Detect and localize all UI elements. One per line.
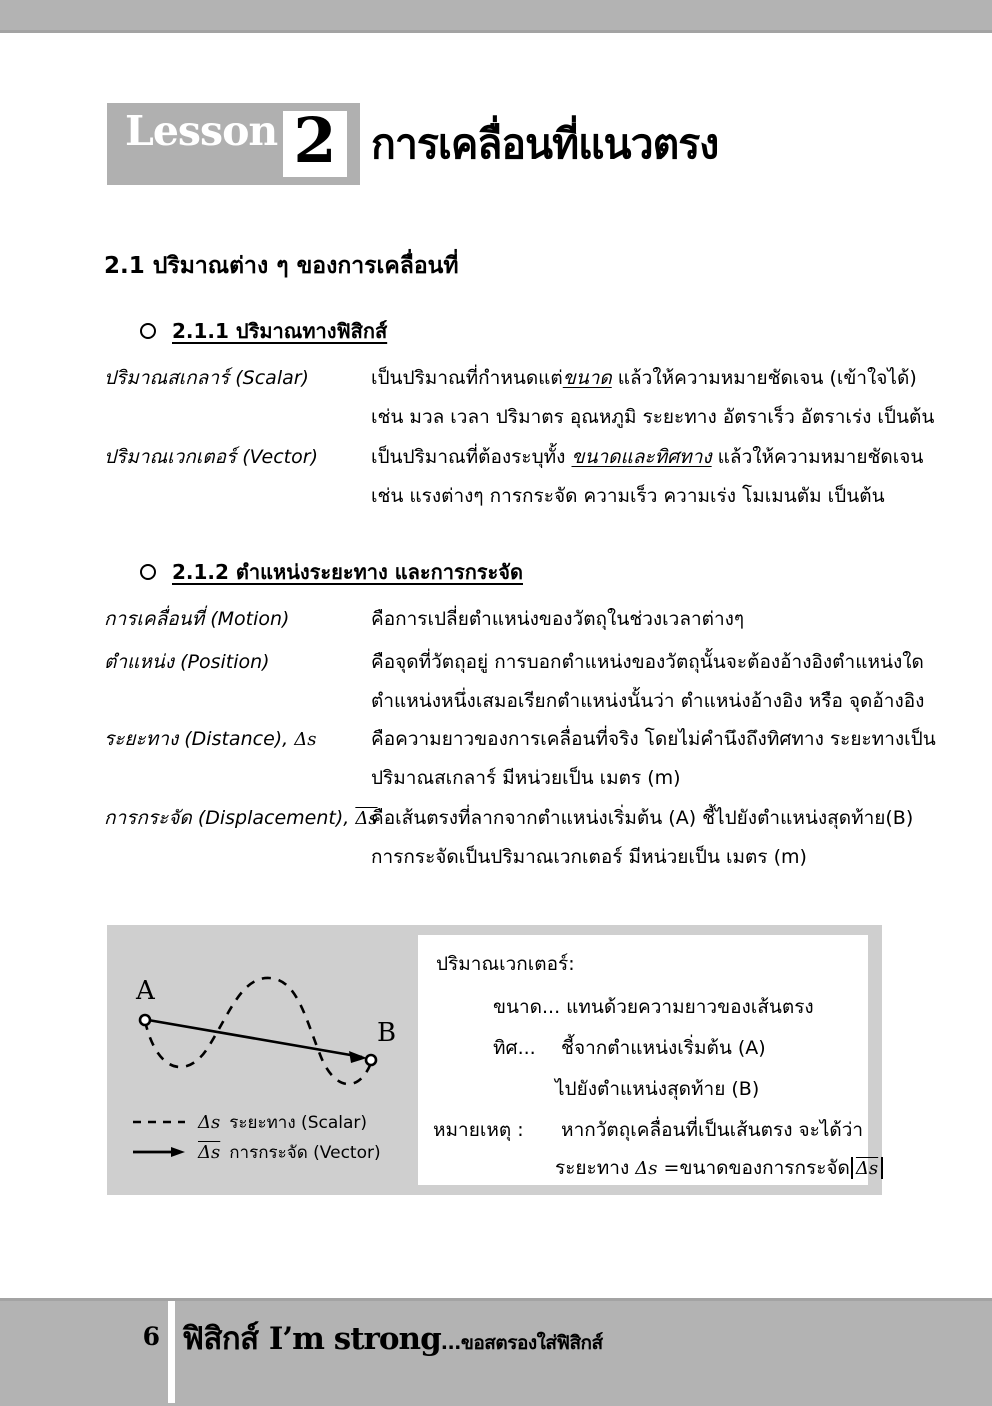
note-row-magnitude-label: ขนาด... bbox=[493, 996, 561, 1018]
figure-diagram bbox=[107, 925, 407, 1195]
term-distance bbox=[104, 724, 317, 754]
term-position-th: ตำแหน่ง bbox=[104, 651, 175, 673]
desc-vector-line1 bbox=[371, 442, 923, 472]
note-formula bbox=[555, 1153, 883, 1183]
desc-scalar-line1 bbox=[371, 363, 917, 393]
term-distance-th: ระยะทาง bbox=[104, 728, 179, 750]
note-panel-title: ปริมาณเวกเตอร์: bbox=[436, 953, 575, 975]
footer-brand-thai: ฟิสิกส์ bbox=[182, 1321, 269, 1357]
note-row-direction-text: ชี้จากตำแหน่งเริ่มต้น (A) bbox=[561, 1037, 766, 1059]
term-position-en: (Position) bbox=[180, 651, 270, 673]
desc-scalar-line1-pre: เป็นปริมาณที่กำหนดแต่ bbox=[371, 367, 563, 389]
motion-path-diagram bbox=[115, 953, 405, 1113]
term-vector bbox=[104, 442, 318, 472]
note-formula-pre: ระยะทาง bbox=[555, 1157, 636, 1179]
legend-item-displacement bbox=[129, 1137, 409, 1167]
desc-distance-line1: คือความยาวของการเคลื่อนที่จริง โดยไม่คำนึงถึงทิศทาง ระยะทางเป็น bbox=[371, 728, 936, 750]
note-row-remark-text: หากวัตถุเคลื่อนที่เป็นเส้นตรง จะได้ว่า bbox=[561, 1119, 864, 1141]
note-row-magnitude-text: แทนด้วยความยาวของเส้นตรง bbox=[566, 996, 814, 1018]
point-b-label: B bbox=[377, 1018, 397, 1048]
term-displacement-symbol: $\overline{\Delta s}$ bbox=[355, 808, 378, 829]
term-displacement-en: (Displacement), bbox=[197, 807, 356, 829]
note-row-remark-label: หมายเหตุ : bbox=[433, 1119, 524, 1141]
note-formula-symbol-vector: $\overline{\Delta s}$ bbox=[855, 1158, 879, 1179]
term-motion-th: การเคลื่อนที่ bbox=[104, 608, 205, 630]
arrow-head-icon bbox=[349, 1051, 367, 1063]
desc-position-line2: ตำแหน่งหนึ่งเสมอเรียกตำแหน่งนั้นว่า ตำแหน่งอ้างอิง หรือ จุดอ้างอิง bbox=[371, 690, 925, 712]
point-a-marker bbox=[140, 1015, 150, 1025]
subsection-2-1-2-label: 2.1.2 ตำแหน่งระยะทาง และการกระจัด bbox=[172, 560, 523, 584]
arrow-line-icon bbox=[129, 1146, 189, 1158]
note-row-remark bbox=[433, 1115, 863, 1145]
term-position bbox=[104, 647, 270, 677]
lesson-word-label: Lesson bbox=[125, 107, 278, 155]
desc-vector-line1-post: แล้วให้ความหมายชัดเจน bbox=[711, 446, 924, 468]
dashed-distance-path bbox=[145, 978, 371, 1084]
lesson-number: 2 bbox=[293, 104, 337, 177]
desc-vector-emphasis: ขนาดและทิศทาง bbox=[571, 446, 712, 468]
desc-position-line1: คือจุดที่วัตถุอยู่ การบอกตำแหน่งของวัตถุนั้นจะต้องอ้างอิงตำแหน่งใด bbox=[371, 651, 924, 673]
desc-vector-line1-pre: เป็นปริมาณที่ต้องระบุทั้ง bbox=[371, 446, 572, 468]
circle-bullet-icon bbox=[140, 564, 156, 580]
footer-brand-english: I’m strong bbox=[268, 1321, 441, 1357]
note-row-direction bbox=[493, 1033, 766, 1063]
subsection-heading-2-1-1 bbox=[140, 315, 387, 347]
term-scalar bbox=[104, 363, 309, 393]
desc-displacement-line2: การกระจัดเป็นปริมาณเวกเตอร์ มีหน่วยเป็น เมตร (m) bbox=[371, 846, 807, 868]
note-row-direction-cont-text: ไปยังตำแหน่งสุดท้าย (B) bbox=[555, 1078, 760, 1100]
footer-brand bbox=[182, 1313, 603, 1363]
subsection-heading-2-1-2 bbox=[140, 556, 523, 588]
desc-motion-line1: คือการเปลี่ยตำแหน่งของวัตถุในช่วงเวลาต่างๆ bbox=[371, 608, 745, 630]
note-formula-mid: =ขนาดของการกระจัด bbox=[657, 1157, 850, 1179]
absolute-value-bars bbox=[851, 1157, 883, 1179]
term-motion-en: (Motion) bbox=[210, 608, 290, 630]
term-distance-symbol: Δs bbox=[294, 729, 317, 750]
footer-divider bbox=[168, 1301, 175, 1403]
term-vector-th: ปริมาณเวกเตอร์ bbox=[104, 446, 237, 468]
desc-vector-line2: เช่น แรงต่างๆ การกระจัด ความเร็ว ความเร่ง โมเมนตัม เป็นต้น bbox=[371, 485, 885, 507]
term-distance-en: (Distance), bbox=[184, 728, 295, 750]
page-title: การเคลื่อนที่แนวตรง bbox=[371, 120, 719, 168]
lesson-banner bbox=[107, 103, 360, 185]
circle-bullet-icon bbox=[140, 323, 156, 339]
point-b-marker bbox=[366, 1055, 376, 1065]
desc-scalar-emphasis: ขนาด bbox=[562, 367, 612, 389]
page-top-band bbox=[0, 0, 992, 33]
term-motion bbox=[104, 604, 289, 634]
term-displacement-th: การกระจัด bbox=[104, 807, 192, 829]
legend-displacement-symbol: $\overline{\Delta s}$ bbox=[198, 1141, 221, 1163]
term-displacement bbox=[104, 803, 378, 833]
legend-displacement-label: การกระจัด (Vector) bbox=[229, 1142, 381, 1163]
vector-note-panel bbox=[418, 935, 879, 1185]
note-formula-symbol-scalar: Δs bbox=[635, 1158, 658, 1179]
section-heading-2-1: 2.1 ปริมาณต่าง ๆ ของการเคลื่อนที่ bbox=[104, 253, 459, 279]
legend-distance-label: ระยะทาง (Scalar) bbox=[229, 1112, 368, 1133]
note-row-direction-cont bbox=[555, 1074, 759, 1104]
desc-scalar-line1-post: แล้วให้ความหมายชัดเจน (เข้าใจได้) bbox=[611, 367, 917, 389]
legend-item-distance bbox=[129, 1107, 409, 1137]
page-number: 6 bbox=[142, 1322, 160, 1351]
desc-displacement-line1: คือเส้นตรงที่ลากจากตำแหน่งเริ่มต้น (A) ชี้ไปยังตำแหน่งสุดท้าย(B) bbox=[371, 807, 914, 829]
note-row-direction-label: ทิศ... bbox=[493, 1037, 536, 1059]
term-vector-en: (Vector) bbox=[242, 446, 318, 468]
term-scalar-en: (Scalar) bbox=[235, 367, 309, 389]
desc-scalar-line2: เช่น มวล เวลา ปริมาตร อุณหภูมิ ระยะทาง อัตราเร็ว อัตราเร่ง เป็นต้น bbox=[371, 406, 935, 428]
desc-distance-line2: ปริมาณสเกลาร์ มีหน่วยเป็น เมตร (m) bbox=[371, 767, 681, 789]
note-row-magnitude bbox=[493, 992, 814, 1022]
footer-brand-tagline: ...ขอสตรองใส่ฟิสิกส์ bbox=[440, 1332, 603, 1354]
displacement-arrow-line bbox=[148, 1020, 362, 1057]
figure-panel bbox=[107, 925, 882, 1195]
lesson-number-box bbox=[283, 104, 347, 177]
dashed-line-icon bbox=[129, 1117, 189, 1127]
subsection-2-1-1-label: 2.1.1 ปริมาณทางฟิสิกส์ bbox=[172, 319, 388, 343]
figure-legend bbox=[129, 1107, 409, 1167]
point-a-label: A bbox=[136, 976, 155, 1006]
term-scalar-th: ปริมาณสเกลาร์ bbox=[104, 367, 230, 389]
legend-distance-symbol: Δs bbox=[198, 1111, 221, 1133]
